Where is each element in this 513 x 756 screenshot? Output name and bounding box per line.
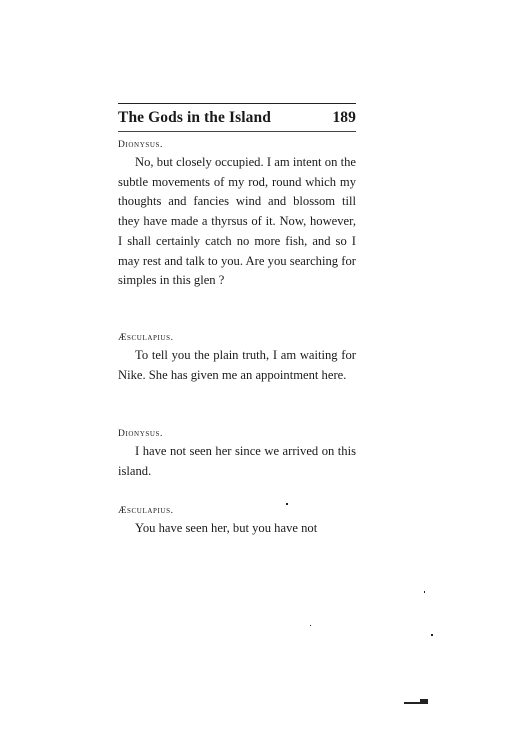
speaker-name: Æsculapius.	[118, 506, 174, 516]
speech-text: To tell you the plain truth, I am waiting for Nike. She has given me an appointment here.	[118, 348, 356, 382]
speech-text: I have not seen her since we arrived on this island.	[118, 444, 356, 478]
page-number: 189	[332, 109, 356, 126]
speaker-name: Dionysus.	[118, 429, 163, 439]
speaker-name: Dionysus.	[118, 140, 163, 150]
dialogue-entry	[118, 428, 356, 481]
header-bottom-rule	[118, 131, 356, 132]
dialogue-entry	[118, 332, 356, 385]
header-top-rule	[118, 103, 356, 104]
speaker-name: Æsculapius.	[118, 333, 174, 343]
scan-speck	[420, 699, 428, 704]
scan-speck	[310, 625, 311, 626]
speech-text: You have seen her, but you have not	[135, 521, 318, 535]
speech-text: No, but closely occupied. I am intent on the subtle movements of my rod, round which my thoughts and fancies wind and blossom till they have made a thyrsus of it. Now, however, I shall certainly catch no more fish, and so I may rest and talk to you. Are you searching for simples in this glen ?	[118, 155, 356, 288]
dialogue-entry	[118, 139, 356, 291]
running-title: The Gods in the Island	[118, 109, 271, 126]
scan-speck	[286, 503, 288, 505]
scan-speck	[424, 591, 425, 593]
scan-speck	[431, 634, 433, 636]
dialogue-entry	[118, 505, 356, 539]
running-header	[118, 109, 356, 131]
